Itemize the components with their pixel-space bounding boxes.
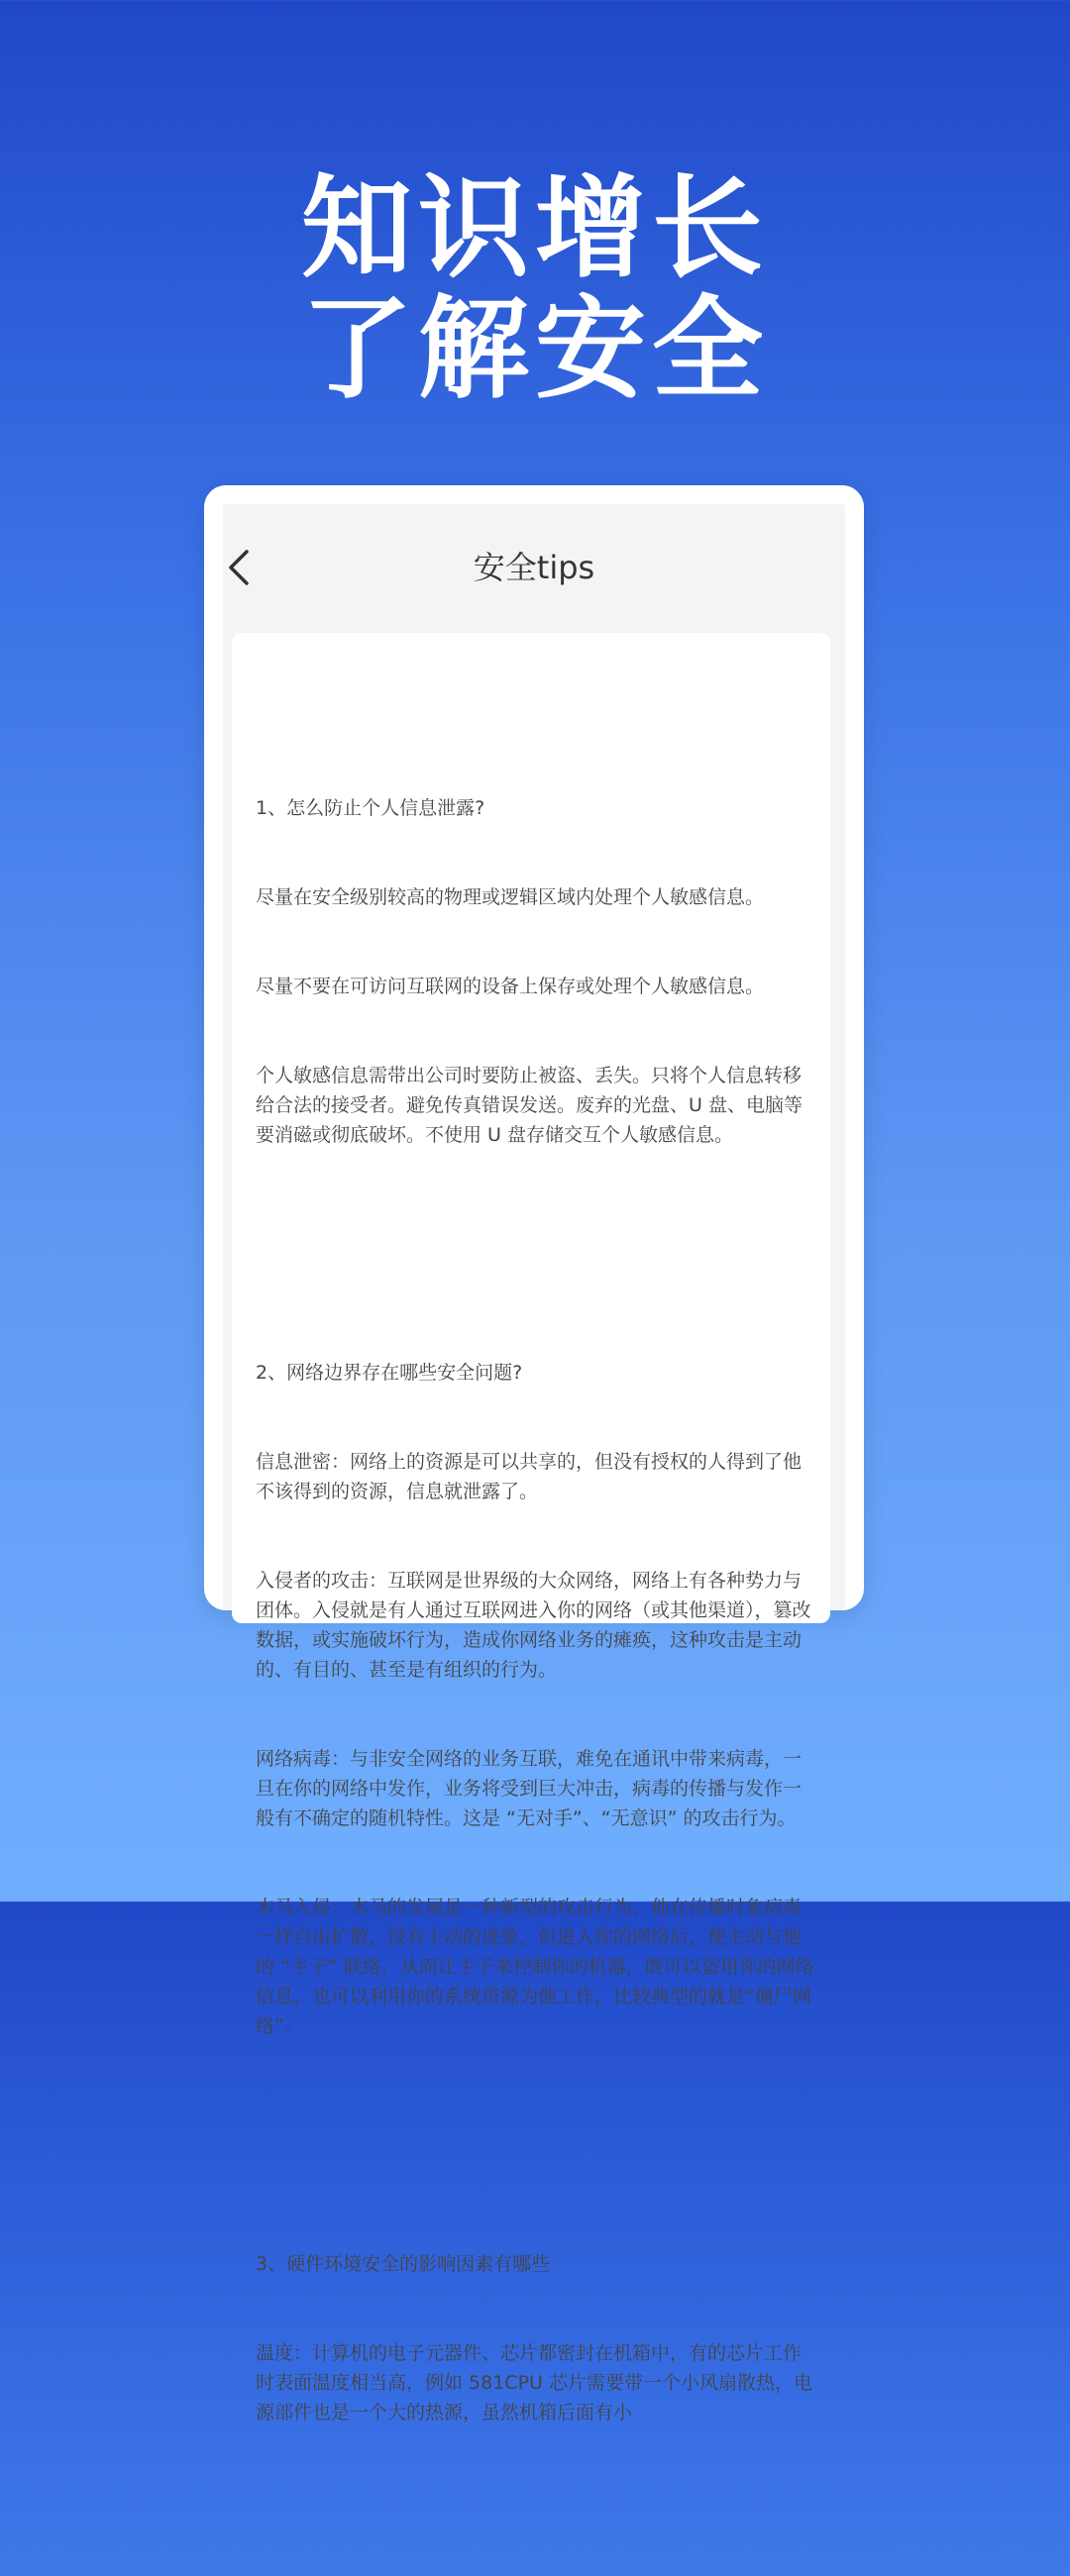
tip-section <box>256 734 814 1209</box>
tips-list <box>256 674 814 2576</box>
app-screen <box>223 504 845 2423</box>
tip-paragraph: 信息泄密：网络上的资源是可以共享的，但没有授权的人得到了他不该得到的资源，信息就泄露了。 <box>256 1451 802 1502</box>
nav-bar <box>223 504 845 623</box>
tip-paragraph: 个人敏感信息需带出公司时要防止被盗、丢失。只将个人信息转移给合法的接受者。避免传真错误发送。废弃的光盘、U 盘、电脑等要消磁或彻底破坏。不使用 U 盘存储交互个人敏感信息。 <box>256 1065 802 1146</box>
tip-section <box>256 2190 814 2487</box>
phone-frame <box>204 485 864 2423</box>
tip-paragraph: 网络病毒：与非安全网络的业务互联，难免在通讯中带来病毒，一旦在你的网络中发作，业务将受到巨大冲击，病毒的传播与发作一般有不确定的随机特性。这是 “无对手”、“无意识” 的攻击行为。 <box>256 1748 802 1829</box>
tip-section-title: 3、硬件环境安全的影响因素有哪些 <box>256 2253 551 2275</box>
tip-paragraph: 尽量在安全级别较高的物理或逻辑区域内处理个人敏感信息。 <box>256 886 765 908</box>
tips-content-card[interactable] <box>232 633 830 2423</box>
headline <box>0 164 1070 414</box>
tip-section <box>256 1298 814 2101</box>
tip-paragraph: 木马入侵：木马的发展是一种新型的攻击行为，他在传播时象病毒一样自由扩散，没有主动的迹象，但进入你的网络后，便主动与他的 “主子” 联络，从而让主子来控制你的机器，既可以盗用你的网络信息，也可以利用你的系统资源为他工作，比较典型的就是“僵尸网络”。 <box>256 1897 814 2037</box>
tip-paragraph: 尽量不要在可访问互联网的设备上保存或处理个人敏感信息。 <box>256 976 765 997</box>
tip-section-title: 2、网络边界存在哪些安全问题? <box>256 1362 523 1384</box>
headline-line-1: 知识增长 <box>301 164 769 293</box>
tip-paragraph: 入侵者的攻击：互联网是世界级的大众网络，网络上有各种势力与团体。入侵就是有人通过互联网进入你的网络（或其他渠道），篡改数据，或实施破坏行为，造成你网络业务的瘫痪，这种攻击是主动的、有目的、甚至是有组织的行为。 <box>256 1570 811 1681</box>
headline-line-2: 了解安全 <box>301 285 769 414</box>
tip-section-title: 1、怎么防止个人信息泄露? <box>256 797 485 819</box>
tip-paragraph: 温度：计算机的电子元器件、芯片都密封在机箱中，有的芯片工作时表面温度相当高，例如 581CPU 芯片需要带一个小风扇散热，电源部件也是一个大的热源，虽然机箱后面有小 <box>256 2342 812 2423</box>
page-title: 安全tips <box>473 549 595 586</box>
